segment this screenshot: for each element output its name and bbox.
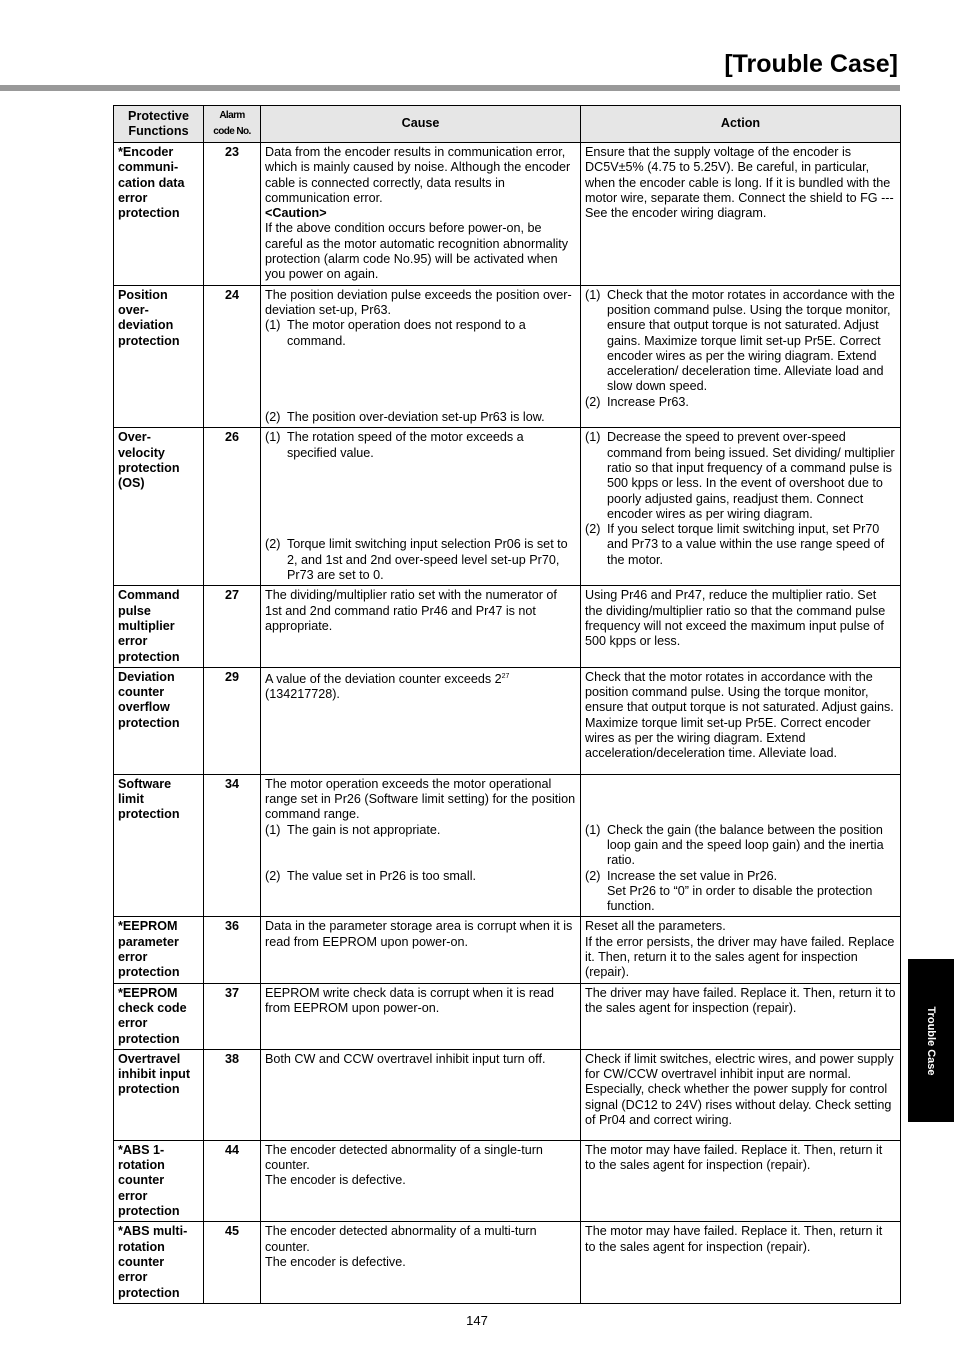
cause-cell	[261, 285, 581, 428]
section-side-tab	[908, 959, 954, 1122]
cause-text: The encoder is defective.	[265, 1173, 406, 1188]
protective-function-cell	[114, 285, 204, 428]
action-cell	[581, 1222, 901, 1303]
cause-text: The motor operation exceeds the motor operational range set in Pr26 (Software limit setting) for the position command range.	[265, 776, 576, 822]
action-item	[585, 522, 896, 568]
cause-text-main: A value of the deviation counter exceeds 2	[265, 671, 502, 686]
cause-cell	[261, 983, 581, 1049]
function-line: protection	[118, 715, 180, 730]
cause-text	[265, 672, 576, 687]
action-text: Reset all the parameters.	[585, 919, 726, 934]
protective-function-cell	[114, 143, 204, 286]
table-row	[114, 774, 901, 917]
function-line: error	[118, 1270, 148, 1285]
action-text: Check that the motor rotates in accordance with the position command pulse. Using the torque monitor, ensure that output torque is not saturated. Adjust gains. Maximize torque limit set-up Pr5E. Correct encoder wires as per the wiring diagram. Extend acceleration/deceleration time. Alleviate load.	[585, 669, 894, 761]
alarm-code-cell: 45	[204, 1222, 261, 1303]
action-cell	[581, 667, 901, 774]
function-line: error	[118, 1016, 148, 1031]
cause-text: The position deviation pulse exceeds the position over-deviation set-up, Pr63.	[265, 287, 572, 317]
function-line: check code	[118, 1000, 187, 1015]
function-line: over-	[118, 302, 149, 317]
function-line: Overtravel	[118, 1051, 181, 1066]
item-number: (1)	[585, 430, 601, 445]
item-text: If you select torque limit switching input, set Pr70 and Pr73 to a value within the use range speed of the motor.	[607, 522, 885, 567]
action-item	[585, 430, 896, 522]
function-line: Over-	[118, 430, 151, 445]
cause-text: Data from the encoder results in communication error, which is mainly caused by noise. Although the encoder cable is connected correctly, data results in communication error.	[265, 145, 571, 205]
function-line: cation data	[118, 175, 185, 190]
function-line: rotation	[118, 1158, 165, 1173]
action-text: Ensure that the supply voltage of the encoder is DC5V±5% (4.75 to 5.25V). Be careful, in particular, when the encoder cable is long. If it is bundled with the motor wire, separate them. Connect the shield to FG --- See the encoder wiring diagram.	[585, 145, 894, 221]
alarm-code-cell: 36	[204, 917, 261, 983]
item-number: (2)	[585, 394, 601, 409]
cause-item	[265, 318, 576, 349]
page-title: [Trouble Case]	[724, 50, 898, 78]
item-number: (2)	[585, 868, 601, 883]
action-text: The motor may have failed. Replace it. Then, return it to the sales agent for inspection (repair).	[585, 1142, 883, 1173]
item-number: (2)	[265, 410, 281, 425]
protective-function-cell	[114, 1140, 204, 1221]
header-alarm-line2: code No.	[213, 126, 251, 137]
function-line: protection	[118, 1031, 180, 1046]
item-text: The value set in Pr26 is too small.	[287, 868, 476, 883]
function-line: overflow	[118, 700, 170, 715]
alarm-code-cell: 37	[204, 983, 261, 1049]
item-number: (1)	[265, 430, 281, 445]
item-number: (1)	[585, 287, 601, 302]
function-line: velocity	[118, 445, 165, 460]
action-cell	[581, 143, 901, 286]
table-row	[114, 143, 901, 286]
function-line: protection	[118, 649, 180, 664]
function-line: parameter	[118, 934, 179, 949]
protective-function-cell	[114, 428, 204, 586]
function-line: Software	[118, 776, 172, 791]
item-number: (2)	[265, 868, 281, 883]
cause-cell	[261, 1049, 581, 1140]
cause-cell	[261, 428, 581, 586]
action-text: The driver may have failed. Replace it. Then, return it to the sales agent for inspection (repair).	[585, 985, 896, 1015]
item-text: The gain is not appropriate.	[287, 822, 441, 837]
table-row	[114, 586, 901, 667]
function-line: counter	[118, 1254, 165, 1269]
function-line: *ABS 1-	[118, 1142, 165, 1157]
function-line: communi-	[118, 160, 179, 175]
function-line: protection	[118, 206, 180, 221]
table-row	[114, 428, 901, 586]
cause-cell	[261, 667, 581, 774]
action-cell	[581, 983, 901, 1049]
cause-text: Both CW and CCW overtravel inhibit input turn off.	[265, 1051, 546, 1066]
protective-function-cell	[114, 917, 204, 983]
function-line: deviation	[118, 318, 174, 333]
function-line: limit	[118, 792, 144, 807]
item-text: Decrease the speed to prevent over-speed command from being issued. Set dividing/ multiplier ratio so that input frequency of a command pulse is 500 kpps or less. In the event of overshoot due to poorly adjusted gains, readjust them. Connect encoder wires as per wiring diagram.	[607, 430, 895, 521]
action-cell	[581, 774, 901, 917]
function-line: rotation	[118, 1239, 165, 1254]
protective-function-cell	[114, 983, 204, 1049]
function-line: *EEPROM	[118, 985, 178, 1000]
action-cell	[581, 1140, 901, 1221]
function-line: protection	[118, 1204, 180, 1219]
action-item	[585, 869, 896, 884]
action-cell	[581, 586, 901, 667]
function-line: counter	[118, 685, 165, 700]
item-text: Increase Pr63.	[607, 394, 689, 409]
protective-function-cell	[114, 1049, 204, 1140]
action-text: The motor may have failed. Replace it. Then, return it to the sales agent for inspection (repair).	[585, 1224, 883, 1254]
header-action: Action	[581, 106, 901, 143]
alarm-code-cell: 44	[204, 1140, 261, 1221]
caution-text: If the above condition occurs before power-on, be careful as the motor automatic recognition abnormality protection (alarm code No.95) will be activated when you power on again.	[265, 221, 569, 282]
function-line: inhibit input	[118, 1067, 191, 1082]
table-row	[114, 1049, 901, 1140]
item-text: Increase the set value in Pr26.	[607, 868, 778, 883]
cause-text: Data in the parameter storage area is corrupt when it is read from EEPROM upon power-on.	[265, 919, 573, 949]
function-line: error	[118, 634, 148, 649]
table-row	[114, 285, 901, 428]
action-item	[585, 288, 896, 395]
item-number: (2)	[585, 522, 601, 537]
header-alarm-code	[204, 106, 261, 143]
function-line: *ABS multi-	[118, 1224, 188, 1239]
cause-cell	[261, 774, 581, 917]
alarm-code-cell: 26	[204, 428, 261, 586]
cause-item	[265, 537, 576, 583]
item-text: The rotation speed of the motor exceeds a specified value.	[287, 430, 524, 460]
function-line: protection	[118, 807, 180, 822]
function-line: protection	[118, 333, 180, 348]
header-protective-functions	[114, 106, 204, 143]
cause-cell	[261, 1222, 581, 1303]
alarm-code-cell: 27	[204, 586, 261, 667]
cause-cell	[261, 143, 581, 286]
function-line: error	[118, 1188, 148, 1203]
cause-cell	[261, 586, 581, 667]
cause-item	[265, 430, 576, 461]
table-row	[114, 917, 901, 983]
item-number: (1)	[265, 822, 281, 837]
action-item	[585, 395, 896, 410]
function-line: error	[118, 190, 148, 205]
function-line: *EEPROM	[118, 919, 178, 934]
protective-function-cell	[114, 667, 204, 774]
trouble-case-table	[113, 105, 901, 1304]
item-number: (1)	[585, 822, 601, 837]
cause-text: EEPROM write check data is corrupt when it is read from EEPROM upon power-on.	[265, 985, 555, 1015]
cause-text: The encoder detected abnormality of a single-turn counter.	[265, 1142, 543, 1173]
protective-function-cell	[114, 586, 204, 667]
alarm-code-cell: 24	[204, 285, 261, 428]
protective-function-cell	[114, 1222, 204, 1303]
cause-item	[265, 869, 576, 884]
item-text: The position over-deviation set-up Pr63 is low.	[287, 410, 545, 425]
header-alarm-line1: Alarm	[219, 110, 245, 121]
alarm-code-cell: 34	[204, 774, 261, 917]
action-cell	[581, 917, 901, 983]
function-line: (OS)	[118, 476, 145, 491]
function-line: protection	[118, 1285, 180, 1300]
cause-cell	[261, 917, 581, 983]
item-text: Check that the motor rotates in accordance with the position command pulse. Using the torque monitor, ensure that output torque is not saturated. Adjust gains. Maximize torque limit set-up Pr5E. Correct encoder wires as per the wiring diagram. Extend acceleration/ deceleration time. Alleviate load and slow down speed.	[607, 287, 895, 394]
cause-text: The encoder detected abnormality of a multi-turn counter.	[265, 1224, 537, 1254]
item-text-extra: Set Pr26 to “0” in order to disable the protection function.	[607, 883, 873, 914]
action-cell	[581, 428, 901, 586]
item-number: (2)	[265, 537, 281, 552]
item-text: Check the gain (the balance between the position loop gain and the speed loop gain) and the inertia ratio.	[607, 822, 884, 868]
item-text: The motor operation does not respond to a command.	[287, 318, 526, 348]
title-rule	[0, 85, 900, 91]
action-text: Using Pr46 and Pr47, reduce the multiplier ratio. Set the dividing/multiplier ratio so that the command pulse frequency will not exceed the maximum input pulse of 500 kpps or less.	[585, 588, 886, 649]
function-line: protection	[118, 965, 180, 980]
header-functions-line2: Functions	[128, 124, 189, 138]
cause-text: The dividing/multiplier ratio set with the numerator of 1st and 2nd command ratio Pr46 and Pr47 is not appropriate.	[265, 588, 557, 633]
cause-text: The encoder is defective.	[265, 1254, 406, 1269]
table-row	[114, 667, 901, 774]
action-text: Check if limit switches, electric wires, and power supply for CW/CCW overtravel inhibit input are normal. Especially, check whether the power supply for control signal (DC12 to 24V) rises without delay. Check setting of Pr04 and correct wiring.	[585, 1051, 894, 1128]
action-text: If the error persists, the driver may have failed. Replace it. Then, return it to the sales agent for inspection (repair).	[585, 934, 895, 980]
alarm-code-cell: 38	[204, 1049, 261, 1140]
table-row	[114, 1140, 901, 1221]
function-line: error	[118, 950, 148, 965]
function-line: Position	[118, 287, 168, 302]
item-number: (1)	[265, 318, 281, 333]
action-item	[585, 823, 896, 869]
exponent: 27	[501, 672, 510, 680]
function-line: protection	[118, 1082, 180, 1097]
table-header-row	[114, 106, 901, 143]
cause-text-value: (134217728).	[265, 687, 340, 702]
function-line: Command	[118, 588, 180, 603]
alarm-code-cell: 23	[204, 143, 261, 286]
function-line: multiplier	[118, 618, 175, 633]
caution-label: <Caution>	[265, 206, 327, 221]
protective-function-cell	[114, 774, 204, 917]
item-text: Torque limit switching input selection Pr06 is set to 2, and 1st and 2nd over-speed level set-up Pr70, Pr73 are set to 0.	[287, 537, 568, 583]
action-cell	[581, 1049, 901, 1140]
page-number: 147	[466, 1313, 488, 1328]
function-line: *Encoder	[118, 145, 174, 159]
cause-item	[265, 823, 576, 838]
function-line: counter	[118, 1173, 165, 1188]
header-functions-line1: Protective	[128, 108, 189, 123]
function-line: pulse	[118, 603, 151, 618]
table-row	[114, 1222, 901, 1303]
side-tab-label: Trouble Case	[925, 1005, 937, 1076]
alarm-code-cell: 29	[204, 667, 261, 774]
action-cell	[581, 285, 901, 428]
table-row	[114, 983, 901, 1049]
cause-cell	[261, 1140, 581, 1221]
function-line: protection	[118, 460, 180, 475]
function-line: Deviation	[118, 669, 175, 684]
cause-item	[265, 410, 576, 425]
header-cause: Cause	[261, 106, 581, 143]
